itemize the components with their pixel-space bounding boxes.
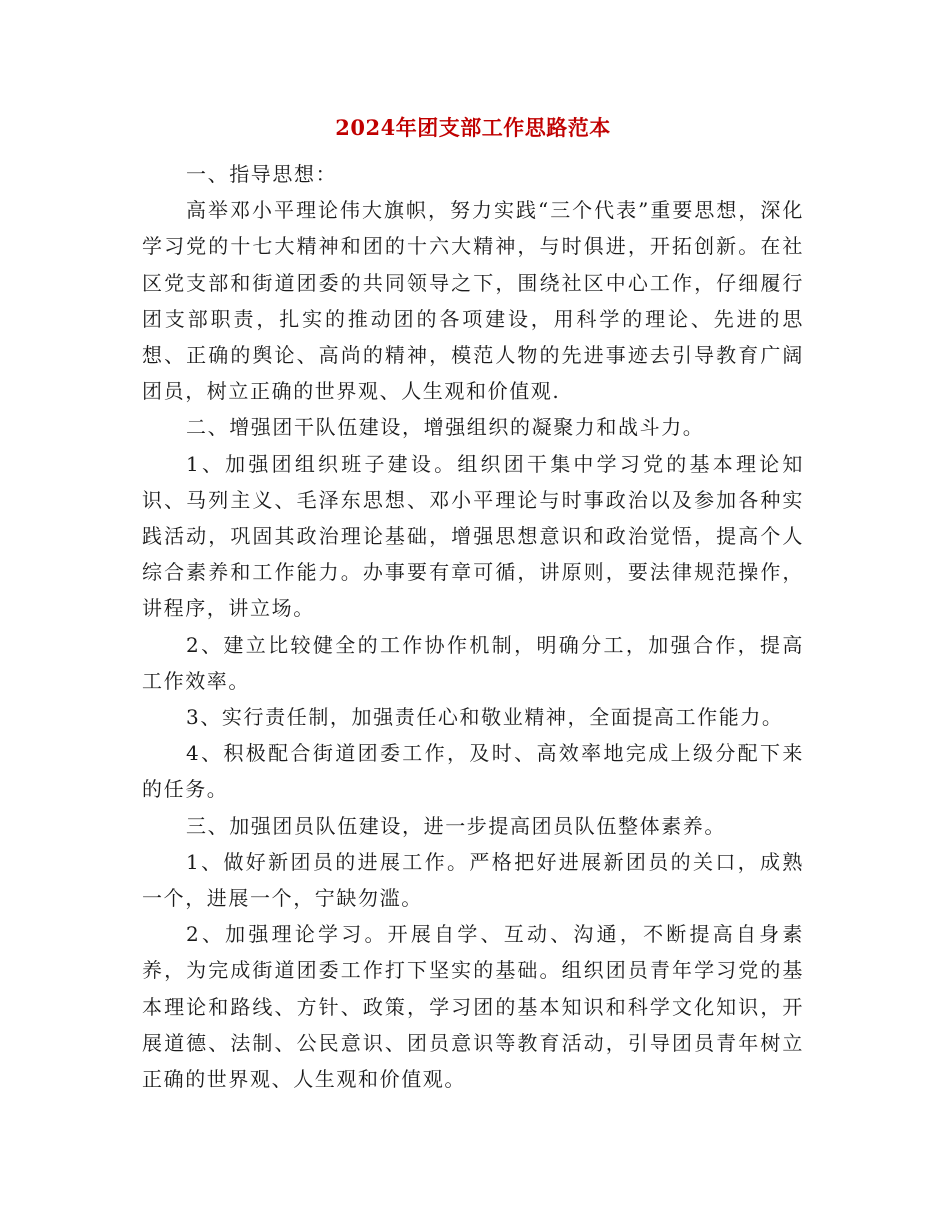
- paragraph-member-item-2: 2、加强理论学习。开展自学、互动、沟通，不断提高自身素养，为完成街道团委工作打下坚实的基础。组织团员青年学习党的基本理论和路线、方针、政策，学习团的基本知识和科学文化知识，开展道德、法制、公民意识、团员意识等教育活动，引导团员青年树立正确的世界观、人生观和价值观。: [142, 922, 804, 1092]
- document-page: [142, 112, 804, 1097]
- paragraph-member-item-1: 1、做好新团员的进展工作。严格把好进展新团员的关口，成熟一个，进展一个，宁缺勿滥。: [142, 849, 804, 911]
- document-title: 2024年团支部工作思路范本: [335, 115, 611, 140]
- section-heading-member-team: 三、加强团员队伍建设，进一步提高团员队伍整体素养。: [186, 813, 726, 838]
- paragraph-item-2: 2、建立比较健全的工作协作机制，明确分工，加强合作，提高工作效率。: [142, 632, 804, 693]
- paragraph-item-4: 4、积极配合街道团委工作，及时、高效率地完成上级分配下来的任务。: [142, 741, 804, 802]
- paragraph-guiding-ideology: 高举邓小平理论伟大旗帜，努力实践“三个代表”重要思想，深化学习党的十七大精神和团的十六大精神，与时俱进，开拓创新。在社区党支部和街道团委的共同领导之下，围绕社区中心工作，仔细履行团支部职责，扎实的推动团的各项建设，用科学的理论、先进的思想、正确的舆论、高尚的精神，模范人物的先进事迹去引导教育广阔团员，树立正确的世界观、人生观和价值观.: [142, 198, 804, 404]
- paragraph-item-1: 1、加强团组织班子建设。组织团干集中学习党的基本理论知识、马列主义、毛泽东思想、邓小平理论与时事政治以及参加各种实践活动，巩固其政治理论基础，增强思想意识和政治觉悟，提高个人综合素养和工作能力。办事要有章可循，讲原则，要法律规范操作，讲程序，讲立场。: [142, 451, 804, 621]
- section-heading-cadre-team: 二、增强团干队伍建设，增强组织的凝聚力和战斗力。: [186, 415, 705, 440]
- section-heading-guiding-ideology: 一、指导思想：: [186, 162, 338, 186]
- paragraph-item-3: 3、实行责任制，加强责任心和敬业精神，全面提高工作能力。: [186, 705, 784, 730]
